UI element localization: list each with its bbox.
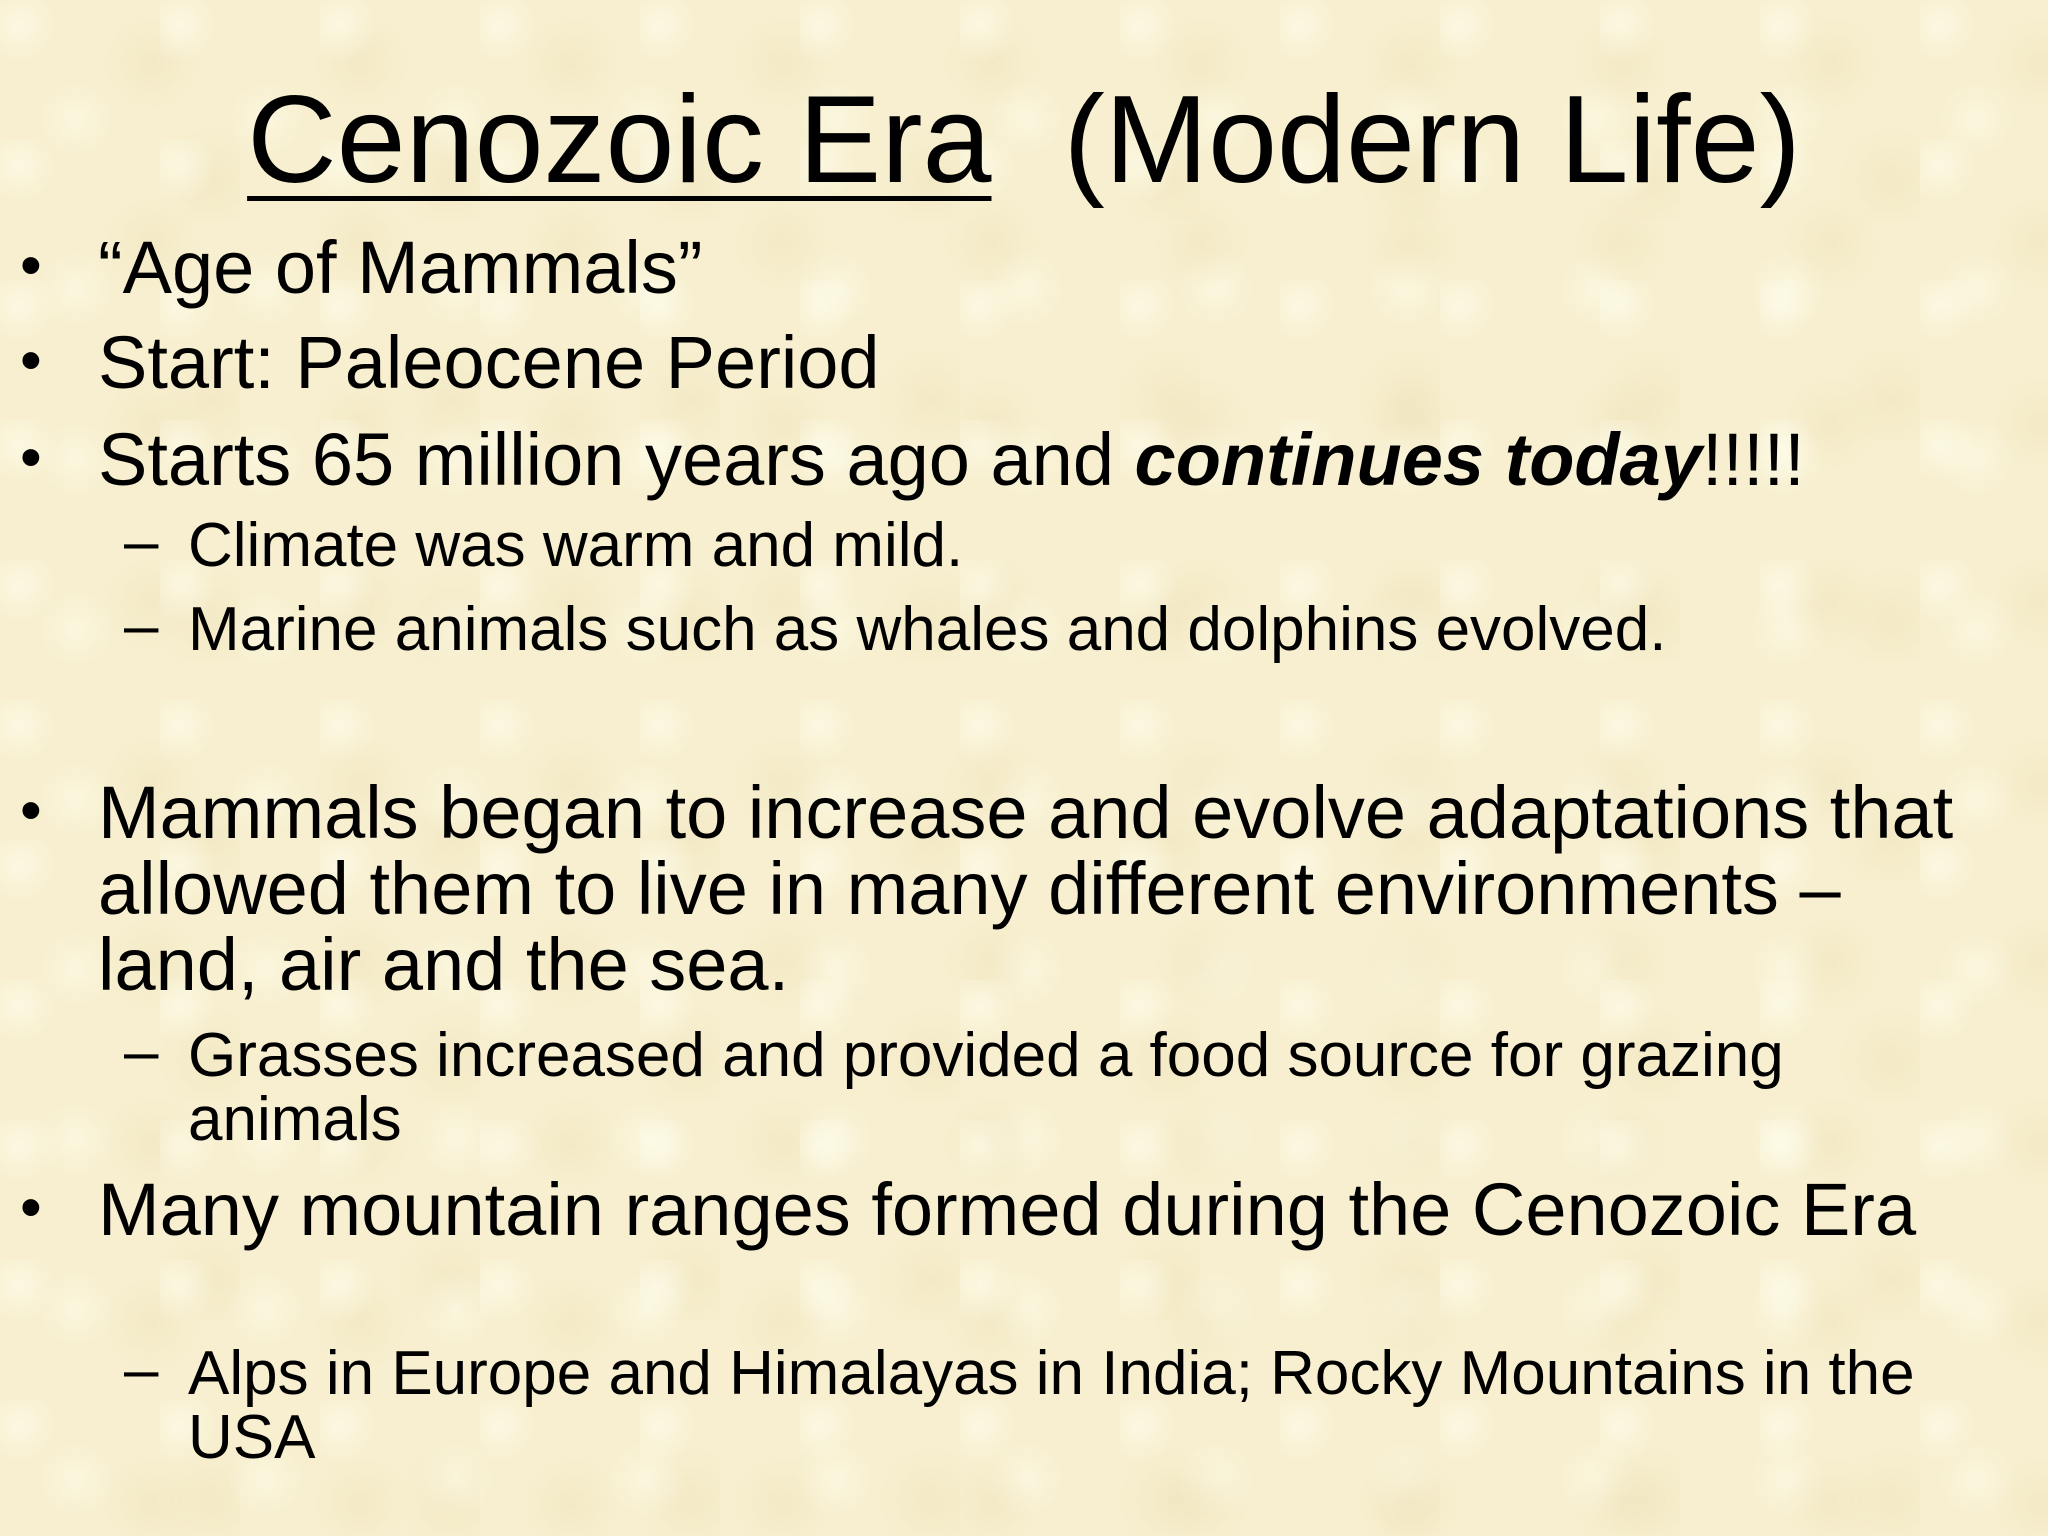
bullet-text: Many mountain ranges formed during the Cenozoic Era: [98, 1168, 1917, 1251]
subbullet-text: Alps in Europe and Himalayas in India; Rocky Mountains in the USA: [188, 1339, 1915, 1472]
bullet-icon: •: [20, 776, 42, 845]
bullet-text: “Age of Mammals”: [98, 226, 703, 309]
title-subtitle-text: (Modern Life): [1063, 71, 1801, 209]
slide-title: [0, 70, 2048, 210]
subbullet-item: [124, 1335, 2008, 1472]
dash-icon: –: [124, 591, 159, 660]
bullet-text-suffix: !!!!!: [1701, 418, 1805, 501]
subbullet-text: Marine animals such as whales and dolphins evolved.: [188, 595, 1667, 664]
dash-icon: –: [124, 507, 159, 576]
bullet-text: Start: Paleocene Period: [98, 321, 880, 404]
bullet-icon: •: [20, 231, 42, 300]
subbullet-text: Grasses increased and provided a food source for grazing animals: [188, 1021, 1784, 1154]
bullet-text: Mammals began to increase and evolve adaptations that allowed them to live in many different environments – land, air and the sea.: [98, 771, 1954, 1006]
bullet-icon: •: [20, 423, 42, 492]
dash-icon: –: [124, 1335, 159, 1404]
bullet-text-emphasis: continues today: [1134, 418, 1702, 501]
subbullet-text: Climate was warm and mild.: [188, 511, 964, 580]
subbullet-item: [124, 507, 2008, 580]
bullet-item: [20, 321, 1998, 404]
dash-icon: –: [124, 1017, 159, 1086]
bullet-text-prefix: Starts 65 million years ago and: [98, 418, 1135, 501]
bullet-item: [20, 1168, 1998, 1251]
subbullet-item: [124, 1017, 2008, 1154]
bullet-icon: •: [20, 326, 42, 395]
title-underlined-text: Cenozoic Era: [247, 71, 992, 209]
subbullet-item: [124, 591, 2008, 664]
bullet-icon: •: [20, 1173, 42, 1242]
bullet-item: [20, 771, 1998, 1006]
bullet-item: [20, 226, 1998, 309]
bullet-item: [20, 418, 1998, 501]
